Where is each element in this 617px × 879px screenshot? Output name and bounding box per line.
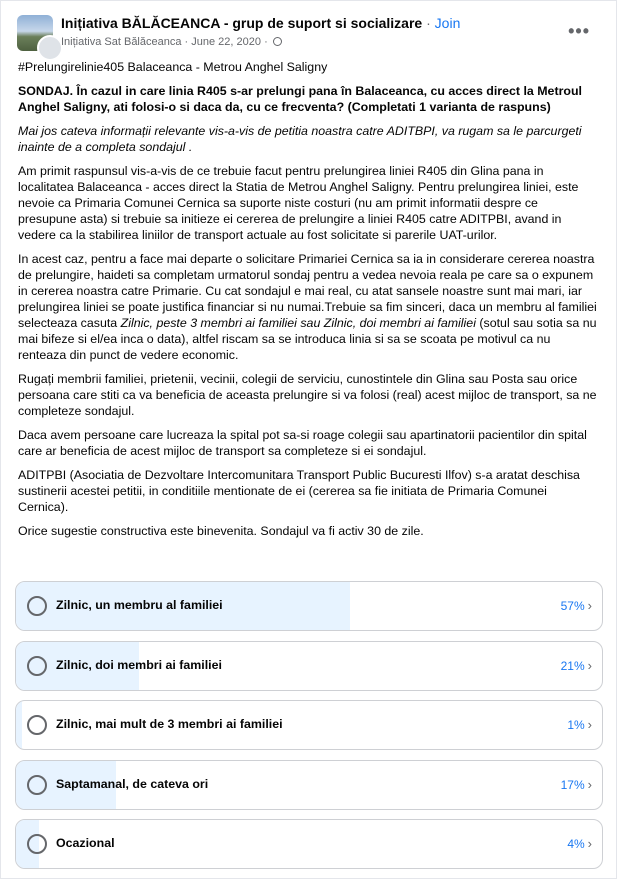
percent-value: 4%: [567, 837, 585, 851]
post-date[interactable]: June 22, 2020: [191, 36, 261, 48]
globe-icon: [273, 37, 282, 46]
poll-option-3[interactable]: [15, 700, 603, 750]
radio-button[interactable]: [27, 775, 47, 795]
radio-button[interactable]: [27, 596, 47, 616]
chevron-right-icon: ›: [587, 598, 592, 613]
chevron-right-icon: ›: [587, 717, 592, 732]
hashtag-rest: Balaceanca - Metrou Anghel Saligny: [124, 60, 328, 74]
poll-option-percent[interactable]: [567, 717, 592, 732]
poll-option-label: Zilnic, mai mult de 3 membri ai familiei: [56, 717, 283, 731]
meta-separator-2: ·: [264, 36, 268, 48]
paragraph-5: ADITPBI (Asociatia de Dezvoltare Intercomunitara Transport Public Bucuresti Ilfov) s-a aratat deschisa sustinerii acestei petitii, in conditiile mentionate de ei (cererea sa fie initiata de Primaria Comunei Cernica).: [18, 468, 580, 514]
poll-option-label: Ocazional: [56, 836, 115, 850]
percent-value: 57%: [560, 599, 585, 613]
group-name-link[interactable]: Inițiativa BĂLĂCEANCA - grup de suport si socializare: [61, 15, 423, 31]
poll-option-percent[interactable]: [561, 777, 592, 792]
paragraph-2: [18, 251, 598, 363]
poll-option-5[interactable]: [15, 819, 603, 869]
paragraph-6: Orice sugestie constructiva este binevenita. Sondajul va fi activ 30 de zile.: [18, 524, 424, 538]
chevron-right-icon: ›: [587, 658, 592, 673]
join-link[interactable]: Join: [434, 15, 461, 31]
percent-value: 17%: [560, 778, 585, 792]
separator-dot: ·: [426, 15, 431, 31]
chevron-right-icon: ›: [587, 777, 592, 792]
intro-text: Mai jos cateva informații relevante vis-a-vis de petitia noastra catre ADITBPI, va rugam sa le parcurgeti inainte de a completa sondajul .: [18, 124, 582, 154]
group-name-line: [61, 15, 460, 31]
hashtag-line: [18, 59, 598, 75]
paragraph-3: Rugați membrii familiei, prietenii, vecinii, colegii de serviciu, cunostintele din Glina sau Posta sau orice persoana care stiti ca va beneficia de aceasta prelungire si va folosi (real) acest mijloc de transport, sa ne completeze sondajul.: [18, 372, 597, 418]
percent-value: 1%: [567, 718, 585, 732]
hashtag-link[interactable]: #Prelungirelinie405: [18, 60, 125, 74]
paragraph-2-b: (sotul sau sotia sa nu mai bifeze si el/ea inca o data), altfel riscam sa se introduca linia si sa se scoata pe motivul ca nu renteaza din punct de vedere economic.: [18, 316, 597, 362]
poll-option-percent[interactable]: [561, 658, 592, 673]
paragraph-1: Am primit raspunsul vis-a-vis de ce trebuie facut pentru prelungirea liniei R405 din Glina pana in localitatea Balaceanca - acces direct la Statia de Metrou Anghel Saligny. Pentru prelungirea liniei, este nevoie ca Primaria Comunei Cernica sa suporte niste costuri (nu am primit informatii despre ce presupune asta) si trebuie sa initieze ei cererea de prelungire a liniei R405 catre ADITPBI, avand in vedere ca la stabilirea liniilor de transport actuale au fost solicitate si parerile UAT-urilor.: [18, 164, 579, 242]
poll-option-label: Zilnic, doi membri ai familiei: [56, 658, 222, 672]
poll-fill-3: [16, 701, 22, 749]
chevron-right-icon: ›: [587, 836, 592, 851]
paragraph-2-a: In acest caz, pentru a face mai departe o solicitare Primariei Cernica sa ia in considerare cererea noastra de prelungire, haideti sa completam urmatorul sondaj pentru a vedea nevoia reala pe care sa o expunem in cererea noastra catre Primarie. Cu cat sondajul e mai real, cu atat sansele noastre sunt mai mari, iar prelungirea liniei se poate justifica financiar si nu numai.Trebuie sa fim sinceri, daca un membru al familiei selecteaza casuta: [18, 252, 597, 330]
percent-value: 21%: [560, 659, 585, 673]
poll-option-label: Saptamanal, de cateva ori: [56, 777, 209, 791]
poll-option-4[interactable]: [15, 760, 603, 810]
poll-option-2[interactable]: [15, 641, 603, 691]
post-content: [18, 59, 598, 547]
post-meta: [61, 36, 282, 48]
poll-option-percent[interactable]: [561, 598, 592, 613]
paragraph-4: Daca avem persoane care lucreaza la spital pot sa-si roage colegii sau apartinatorii pacientilor din spital care ar beneficia de acest mijloc de transport sa completeze si ei sondajul.: [18, 428, 587, 458]
radio-button[interactable]: [27, 656, 47, 676]
post-header: [17, 13, 600, 53]
radio-button[interactable]: [27, 715, 47, 735]
poll-question: SONDAJ. În cazul in care linia R405 s-ar prelungi pana în Balaceanca, cu acces direct la Metroul Anghel Saligny, ati folosi-o si daca da, cu ce frecventa? (Completati 1 varianta de raspuns): [18, 84, 582, 114]
poll-option-label: Zilnic, un membru al familiei: [56, 598, 223, 612]
paragraph-2-emphasis: Zilnic, peste 3 membri ai familiei sau Zilnic, doi membri ai familiei: [120, 316, 476, 330]
poll-option-1[interactable]: [15, 581, 603, 631]
author-avatar[interactable]: [37, 35, 63, 61]
meta-separator: ·: [184, 36, 189, 48]
poll-option-percent[interactable]: [567, 836, 592, 851]
author-link[interactable]: Inițiativa Sat Bălăceanca: [61, 36, 182, 48]
more-horizontal-icon[interactable]: •••: [568, 21, 590, 41]
radio-button[interactable]: [27, 834, 47, 854]
